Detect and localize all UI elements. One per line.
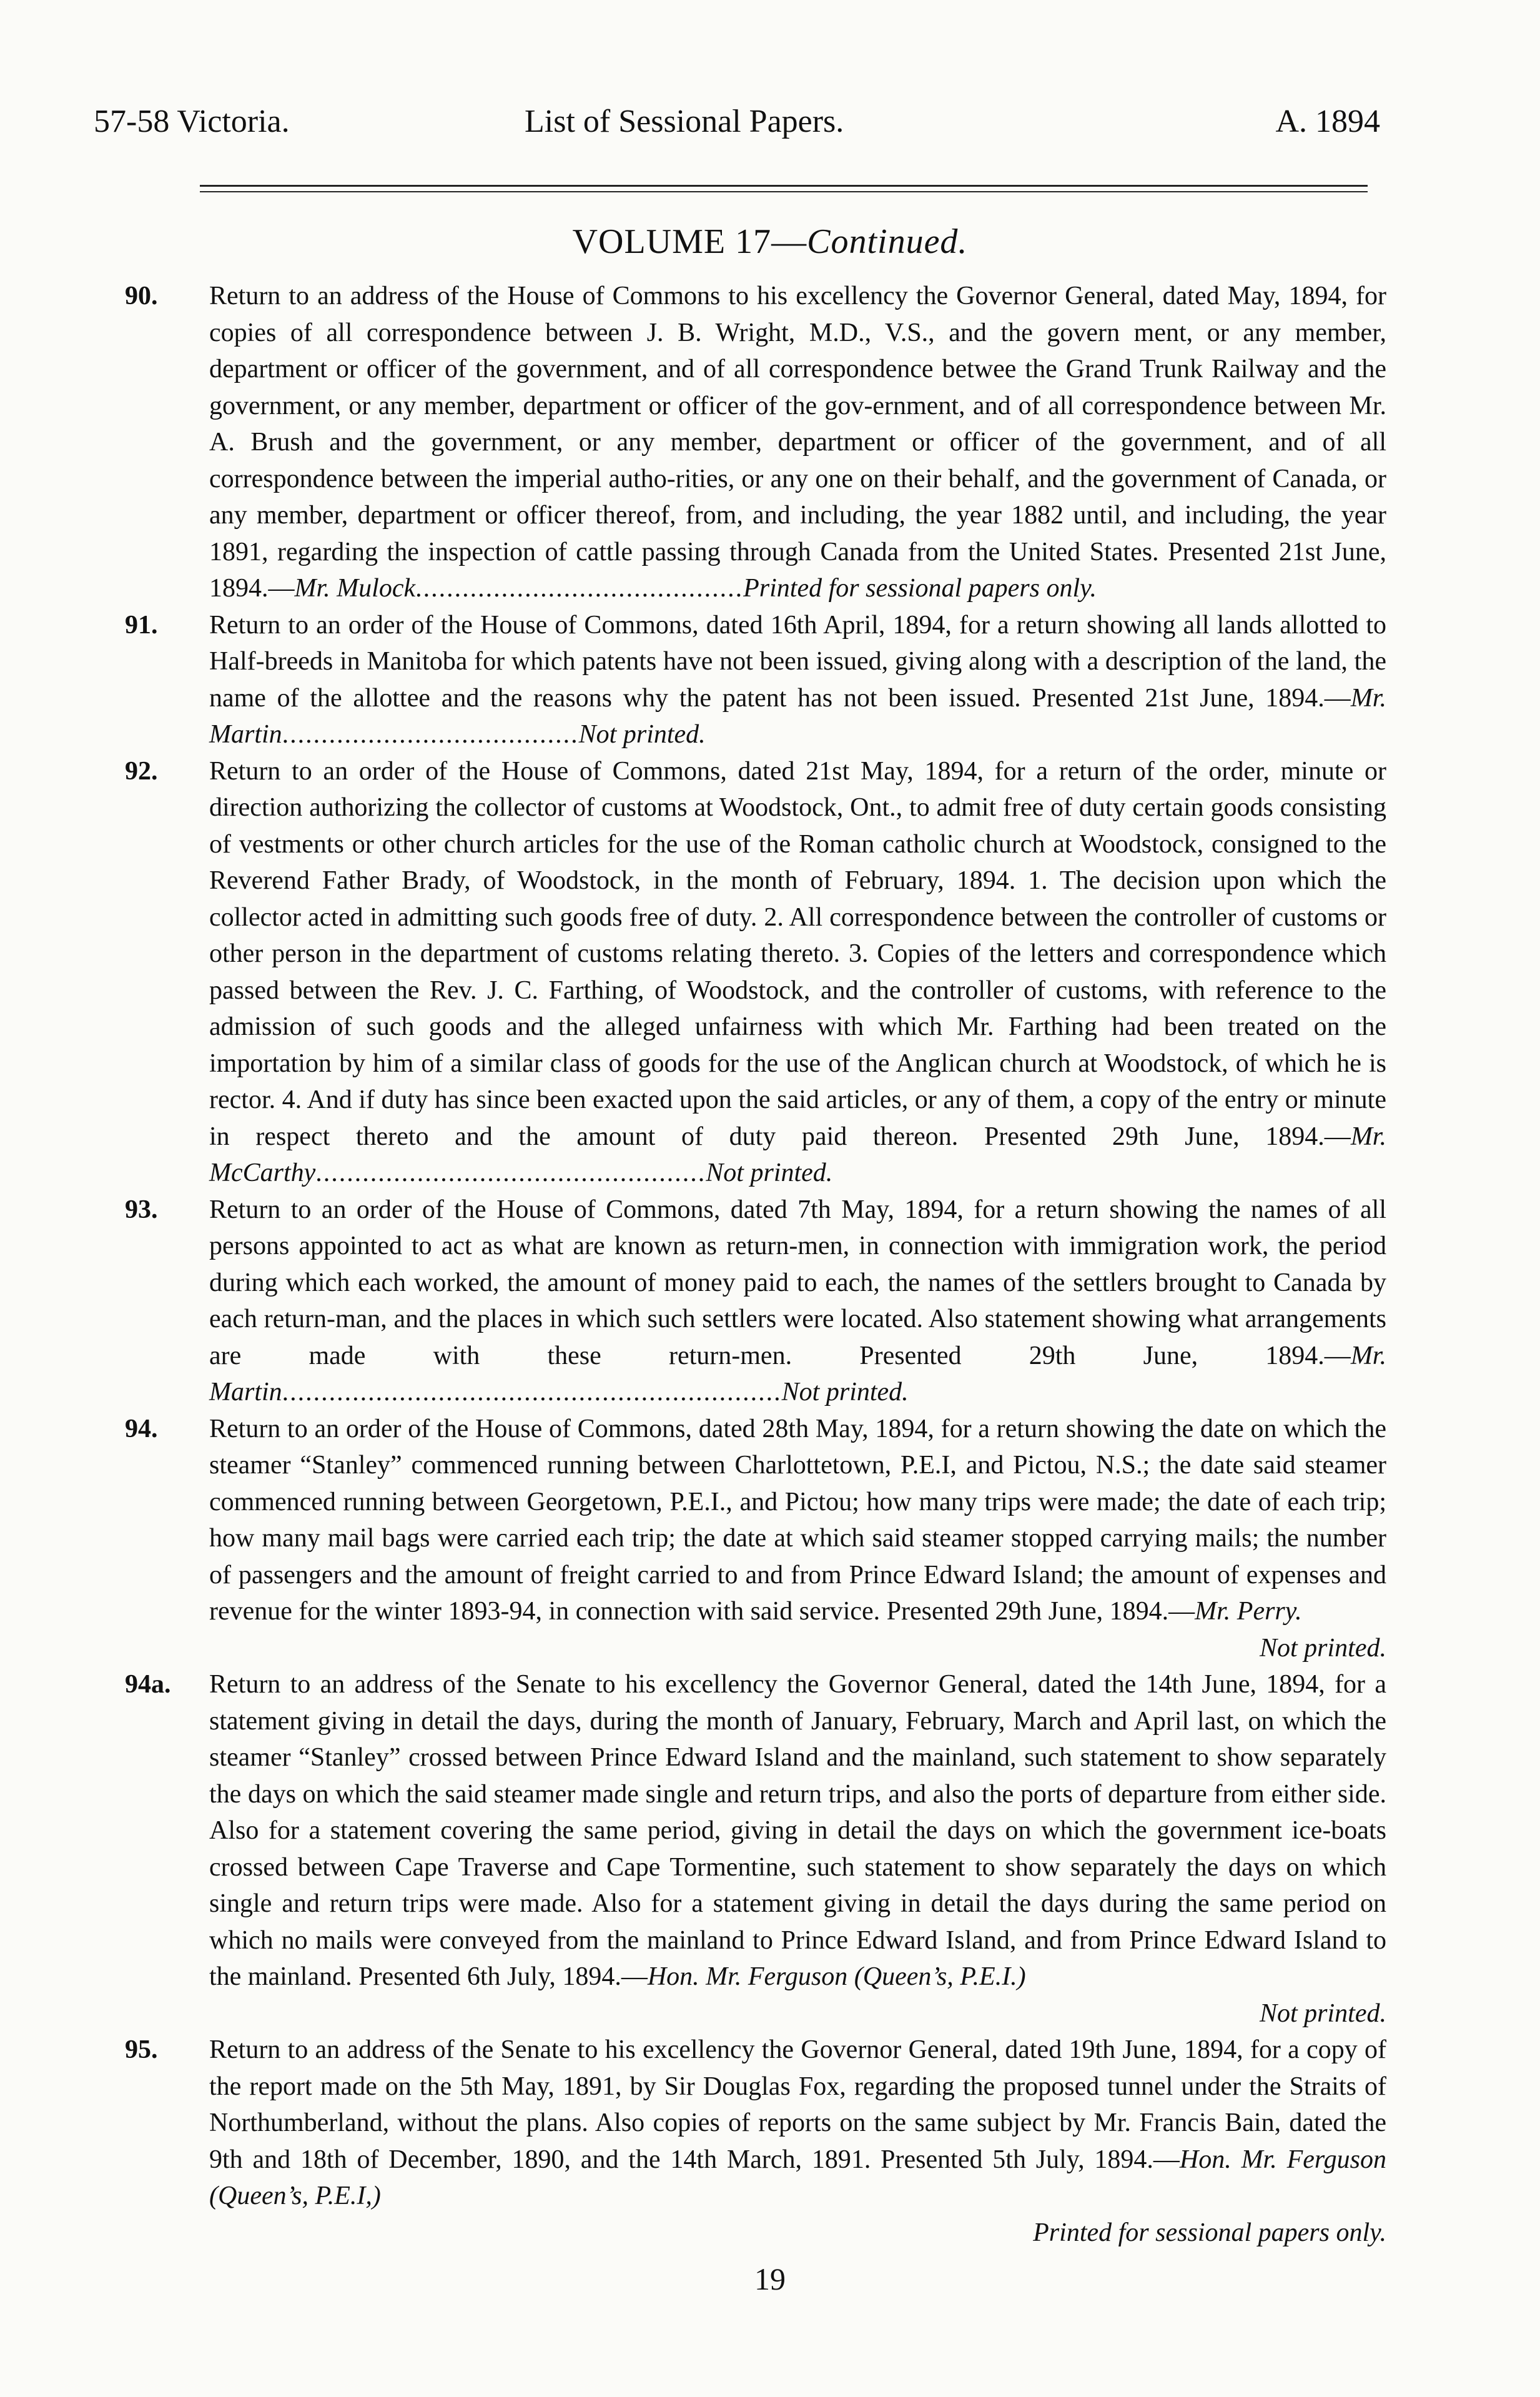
entry-number: 95. — [125, 2035, 158, 2064]
entry-text: Return to an address of the Senate to his excellency the Governor General, dated 19th June, 1894, for a copy of the report made on the 5th May, 1891, by Sir Douglas Fox, regarding the proposed tunnel under the Straits of Northumberland, without the plans. Also copies of reports on the same subject by Mr. Francis Bain, dated the 9th and 18th of December, 1890, and the 14th March, 1891. Presented 5th July, 1894.— — [209, 2035, 1386, 2174]
entry-mover: Hon. Mr. Ferguson (Queen’s, P.E.I.) — [647, 1962, 1026, 1991]
entry-number: 92. — [125, 756, 158, 786]
page-number: 19 — [754, 2261, 786, 2296]
entry-number: 91. — [125, 610, 158, 640]
entries-list — [87, 278, 1386, 2251]
entry-text: Return to an address of the House of Commons to his excellency the Governor General, dated May, 1894, for copies of all correspondence between J. B. Wright, M.D., V.S., and the govern ment, or any member, department or officer of the government, and of all correspondence betwee the Grand Trunk Railway and the government, or any member, department or officer of the gov-ernment, and of all correspondence between Mr. A. Brush and the government, or any member, department or officer of the government, and of all correspondence between the imperial autho-rities, or any one on their behalf, and the government of Canada, or any member, department or officer thereof, from, and including, the year 1882 until, and including, the year 1891, regarding the inspection of cattle passing through Canada from the United States. Presented 21st June, 1894.— — [209, 282, 1386, 603]
entry-94a — [87, 1666, 1386, 2032]
page-header — [94, 103, 1380, 153]
entry-90 — [87, 278, 1386, 607]
entry-text: Return to an order of the House of Commons, dated 16th April, 1894, for a return showing all lands allotted to Half-breeds in Manitoba for which patents have not been issued, giving along with a description of the land, the name of the allottee and the reasons why the patent has not been issued. Presented 21st June, 1894.— — [209, 610, 1386, 713]
entry-text: Return to an order of the House of Commons, dated 21st May, 1894, for a return of the order, minute or direction authorizing the collector of customs at Woodstock, Ont., to admit free of duty certain goods consisting of vestments or other church articles for the use of the Roman catholic church at Woodstock, consigned to the Reverend Father Brady, of Woodstock, in the month of February, 1894. 1. The decision upon which the collector acted in admitting such goods free of duty. 2. All correspondence between the controller of customs or other person in the department of customs relating thereto. 3. Copies of the letters and correspondence which passed between the Rev. J. C. Farthing, of Woodstock, and the controller of customs, with reference to the admission of such goods and the alleged unfairness with which Mr. Farthing had been treated on the importation by him of a similar class of goods for the use of the Anglican church at Woodstock, of which he is rector. 4. And if duty has since been exacted upon the said articles, or any of them, a copy of the entry or minute in respect thereto and the amount of duty paid thereon. Presented 29th June, 1894.— — [209, 756, 1386, 1151]
entry-mover: Mr. Mulock — [294, 574, 416, 603]
entry-number: 93. — [125, 1195, 158, 1224]
entry-dots: ................................................................ — [282, 1378, 782, 1406]
entry-mover: Mr. Martin — [209, 1341, 1386, 1406]
entry-94 — [87, 1411, 1386, 1667]
entry-status: Not printed. — [1259, 1633, 1386, 1663]
header-year: A. 1894 — [1275, 104, 1380, 139]
entry-status: Not printed. — [706, 1159, 833, 1187]
header-title: List of Sessional Papers. — [525, 104, 844, 139]
entry-91 — [87, 607, 1386, 753]
volume-title: VOLUME 17— — [572, 222, 807, 261]
entry-status: Printed for sessional papers only. — [743, 574, 1097, 603]
entry-status: Printed for sessional papers only. — [1033, 2218, 1386, 2247]
entry-number: 90. — [125, 282, 158, 310]
header-rule-bottom — [200, 191, 1368, 192]
entry-text: Return to an address of the Senate to his excellency the Governor General, dated the 14th June, 1894, for a statement giving in detail the days, during the month of January, February, March and April last, on which the steamer “Stanley” crossed between Prince Edward Island and the mainland, such statement to show separately the days on which the said steamer made single and return trips, and also the ports of departure from either side. Also for a statement covering the same period, giving in detail the days on which the government ice-boats crossed between Cape Traverse and Cape Tormentine, such statement to show separately the days on which single and return trips were made. Also for a statement giving in detail the days during the same period on which no mails were conveyed from the mainland to Prince Edward Island, and from Prince Edward Island to the mainland. Presented 6th July, 1894.— — [209, 1670, 1386, 1991]
entry-text: Return to an order of the House of Commons, dated 28th May, 1894, for a return showing the date on which the steamer “Stanley” commenced running between Charlottetown, P.E.I, and Pictou, N.S.; the date said steamer commenced running between Georgetown, P.E.I., and Pictou; how many trips were made; the date of each trip; how many mail bags were carried each trip; the date at which said steamer stopped carrying mails; the number of passengers and the amount of freight carried to and from Prince Edward Island; the amount of expenses and revenue for the winter 1893-94, in connection with said service. Presented 29th June, 1894.— — [209, 1414, 1386, 1626]
entry-mover: Hon. Mr. Ferguson (Queen’s, P.E.I,) — [209, 2145, 1386, 2210]
entry-mover: Mr. Martin — [209, 683, 1386, 749]
header-session: 57-58 Victoria. — [94, 104, 290, 139]
entry-dots: ...................................... — [282, 720, 579, 749]
entry-number: 94. — [125, 1414, 158, 1443]
entry-number: 94a. — [125, 1670, 171, 1699]
entry-status: Not printed. — [781, 1378, 909, 1406]
header-rule-top — [200, 185, 1368, 187]
entry-mover: Mr. McCarthy — [209, 1122, 1386, 1187]
entry-mover: Mr. Perry. — [1195, 1597, 1302, 1626]
entry-92 — [87, 753, 1386, 1192]
entry-95 — [87, 2032, 1386, 2251]
volume-continued: Continued. — [807, 222, 968, 261]
entry-dots: .................................................. — [315, 1159, 706, 1187]
entry-status: Not printed. — [578, 720, 706, 749]
entry-text: Return to an order of the House of Commons, dated 7th May, 1894, for a return showing the names of all persons appointed to act as what are known as return-men, in connection with immigration work, the period during which each worked, the amount of money paid to each, the names of the settlers brought to Canada by each return-man, and the places in which such settlers were located. Also statement showing what arrangements are made with these return-men. Presented 29th June, 1894.— — [209, 1195, 1386, 1370]
entry-93 — [87, 1192, 1386, 1411]
volume-heading — [0, 222, 1540, 262]
entry-status: Not printed. — [1259, 1999, 1386, 2028]
entry-dots: .......................................... — [415, 574, 744, 603]
